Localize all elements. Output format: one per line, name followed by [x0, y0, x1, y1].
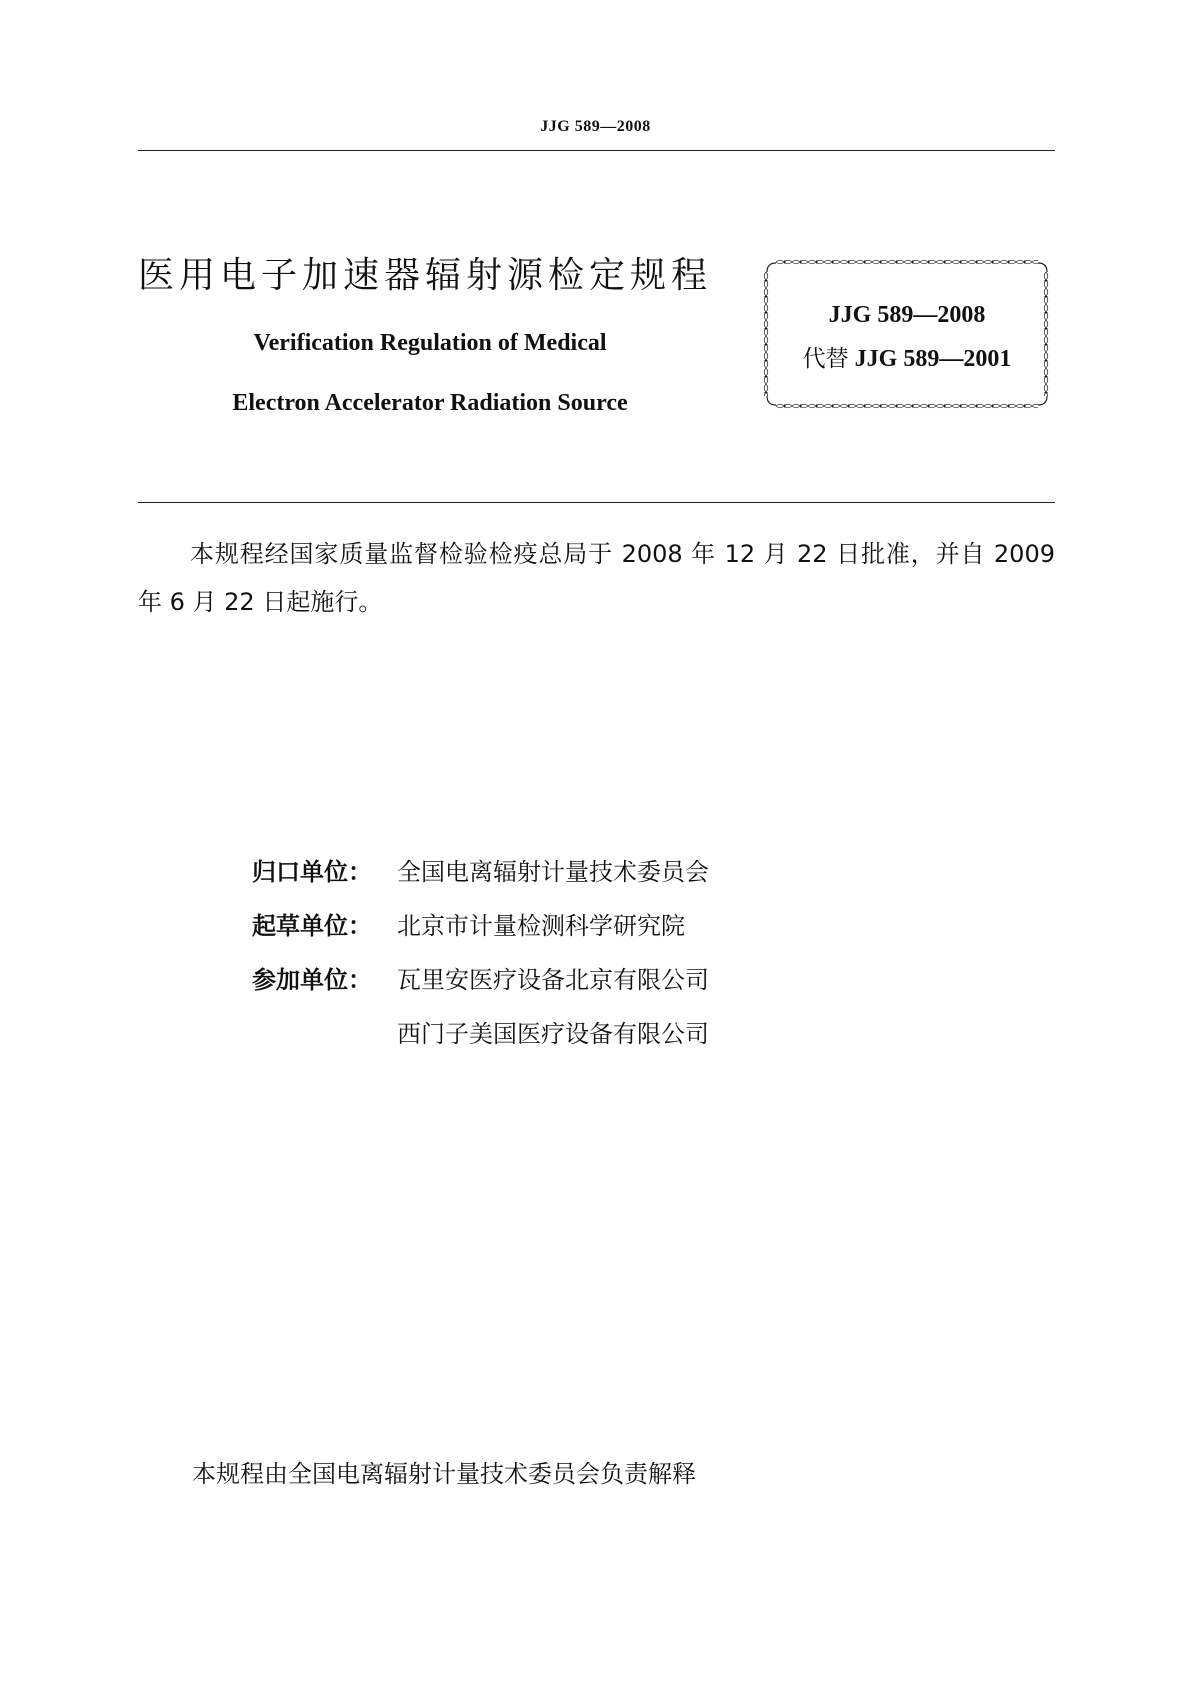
approval-statement: 本规程经国家质量监督检验检疫总局于 2008 年 12 月 22 日批准，并自 2009 年 6 月 22 日起施行。	[138, 540, 1055, 616]
decorative-border	[762, 258, 1052, 410]
participating-unit-value-1: 瓦里安医疗设备北京有限公司	[397, 966, 709, 994]
document-title-zh: 医用电子加速器辐射源检定规程	[138, 255, 713, 296]
responsible-unit-row	[252, 852, 709, 887]
participating-unit-label: 参加单位：	[252, 966, 372, 994]
section-rule	[138, 502, 1055, 503]
interpretation-statement: 本规程由全国电离辐射计量技术委员会负责解释	[192, 1460, 696, 1488]
participating-unit-value-2: 西门子美国医疗设备有限公司	[397, 1020, 709, 1048]
header-rule	[138, 150, 1055, 151]
document-title-en-line-1: Verification Regulation of Medical	[253, 330, 607, 356]
standard-code: JJG 589—2008	[828, 302, 986, 328]
drafting-unit-row	[252, 906, 685, 941]
participating-unit-row-2	[397, 1014, 709, 1049]
responsible-unit-value: 全国电离辐射计量技术委员会	[397, 858, 709, 886]
document-title-en-line-2: Electron Accelerator Radiation Source	[232, 390, 628, 416]
responsible-unit-label: 归口单位：	[252, 858, 372, 886]
participating-unit-row	[252, 960, 709, 995]
replaces-label: 代替	[802, 346, 849, 372]
standard-code-box	[762, 258, 1052, 410]
running-header: JJG 589—2008	[540, 118, 651, 135]
replaces-line	[762, 340, 1052, 373]
replaced-standard-code: JJG 589—2001	[854, 346, 1012, 372]
drafting-unit-value: 北京市计量检测科学研究院	[397, 912, 685, 940]
drafting-unit-label: 起草单位：	[252, 912, 372, 940]
